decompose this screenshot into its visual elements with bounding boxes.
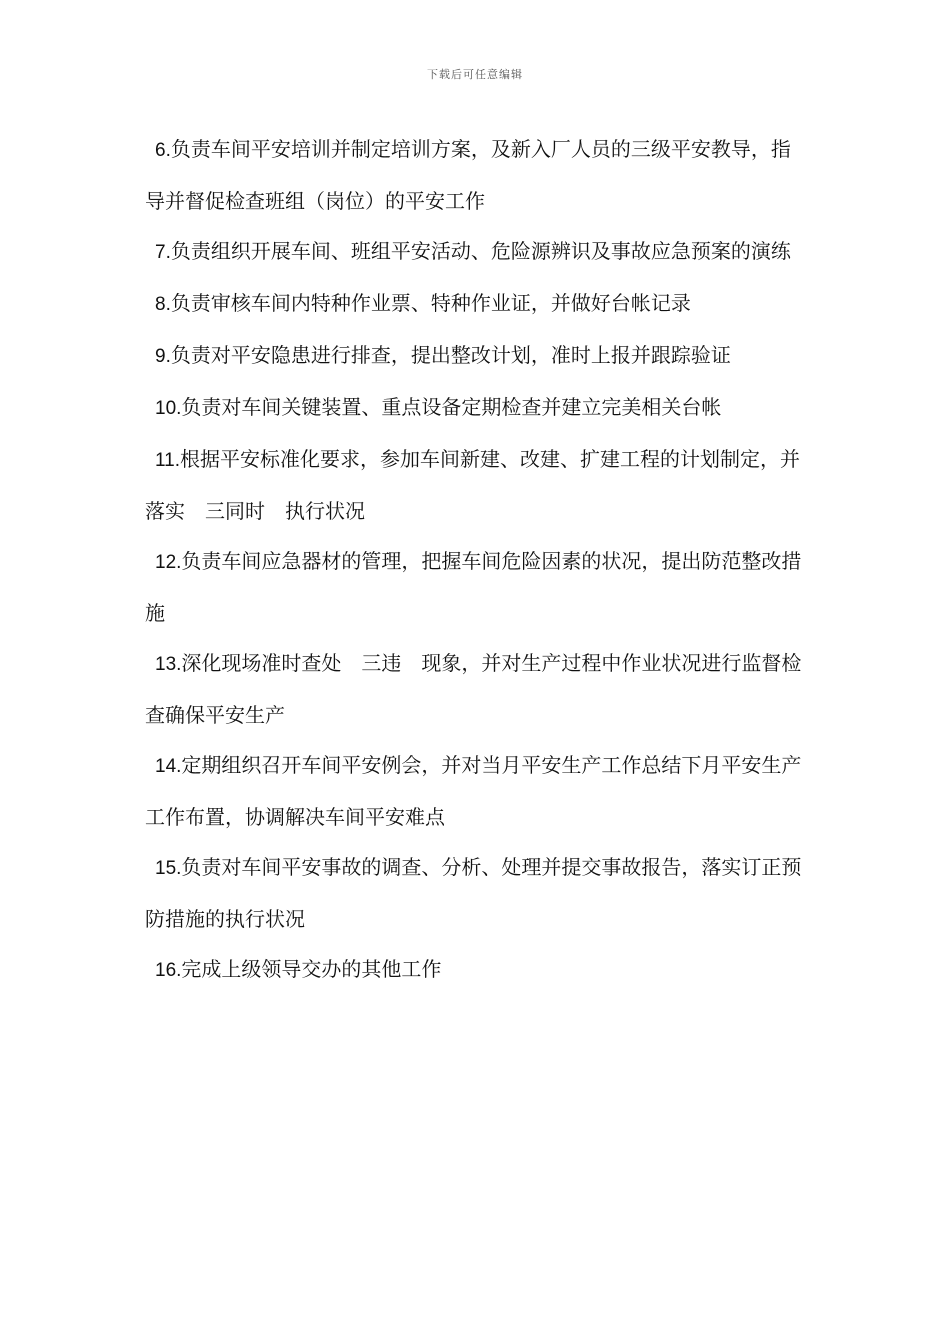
item-text: 负责车间应急器材的管理，把握车间危险因素的状况，提出防范整改措施 <box>145 549 802 625</box>
list-item <box>145 434 810 536</box>
item-number: 14. <box>155 756 182 777</box>
document-body <box>145 124 810 996</box>
item-text: 根据平安标准化要求，参加车间新建、改建、扩建工程的计划制定，并落实 三同时 执行状况 <box>145 447 801 523</box>
item-number: 10. <box>155 398 182 419</box>
list-item <box>145 944 810 996</box>
list-item <box>145 124 810 226</box>
list-item <box>145 330 810 382</box>
list-item <box>145 536 810 638</box>
item-text: 负责对车间关键装置、重点设备定期检查并建立完美相关台帐 <box>181 395 722 419</box>
item-number: 12. <box>155 552 182 573</box>
item-text: 完成上级领导交办的其他工作 <box>181 957 442 981</box>
item-text: 负责组织开展车间、班组平安活动、危险源辨识及事故应急预案的演练 <box>170 239 791 263</box>
page-header: 下载后可任意编辑 <box>427 68 523 81</box>
list-item <box>145 278 810 330</box>
item-text: 深化现场准时查处 三违 现象，并对生产过程中作业状况进行监督检查确保平安生产 <box>145 651 802 727</box>
list-item <box>145 382 810 434</box>
item-number: 8. <box>155 294 171 315</box>
item-number: 7. <box>155 242 171 263</box>
item-number: 9. <box>155 346 171 367</box>
item-number: 11. <box>155 450 181 471</box>
item-number: 15. <box>155 858 182 879</box>
item-text: 定期组织召开车间平安例会，并对当月平安生产工作总结下月平安生产工作布置，协调解决车间平安难点 <box>145 753 802 829</box>
item-text: 负责对平安隐患进行排查，提出整改计划，准时上报并跟踪验证 <box>170 343 731 367</box>
list-item <box>145 638 810 740</box>
item-text: 负责对车间平安事故的调查、分析、处理并提交事故报告，落实订正预防措施的执行状况 <box>145 855 802 931</box>
item-number: 13. <box>155 654 182 675</box>
item-text: 负责车间平安培训并制定培训方案，及新入厂人员的三级平安教导，指导并督促检查班组（岗位）的平安工作 <box>145 137 791 213</box>
list-item <box>145 226 810 278</box>
item-number: 16. <box>155 960 182 981</box>
item-number: 6. <box>155 140 171 161</box>
list-item <box>145 842 810 944</box>
list-item <box>145 740 810 842</box>
item-text: 负责审核车间内特种作业票、特种作业证，并做好台帐记录 <box>170 291 691 315</box>
